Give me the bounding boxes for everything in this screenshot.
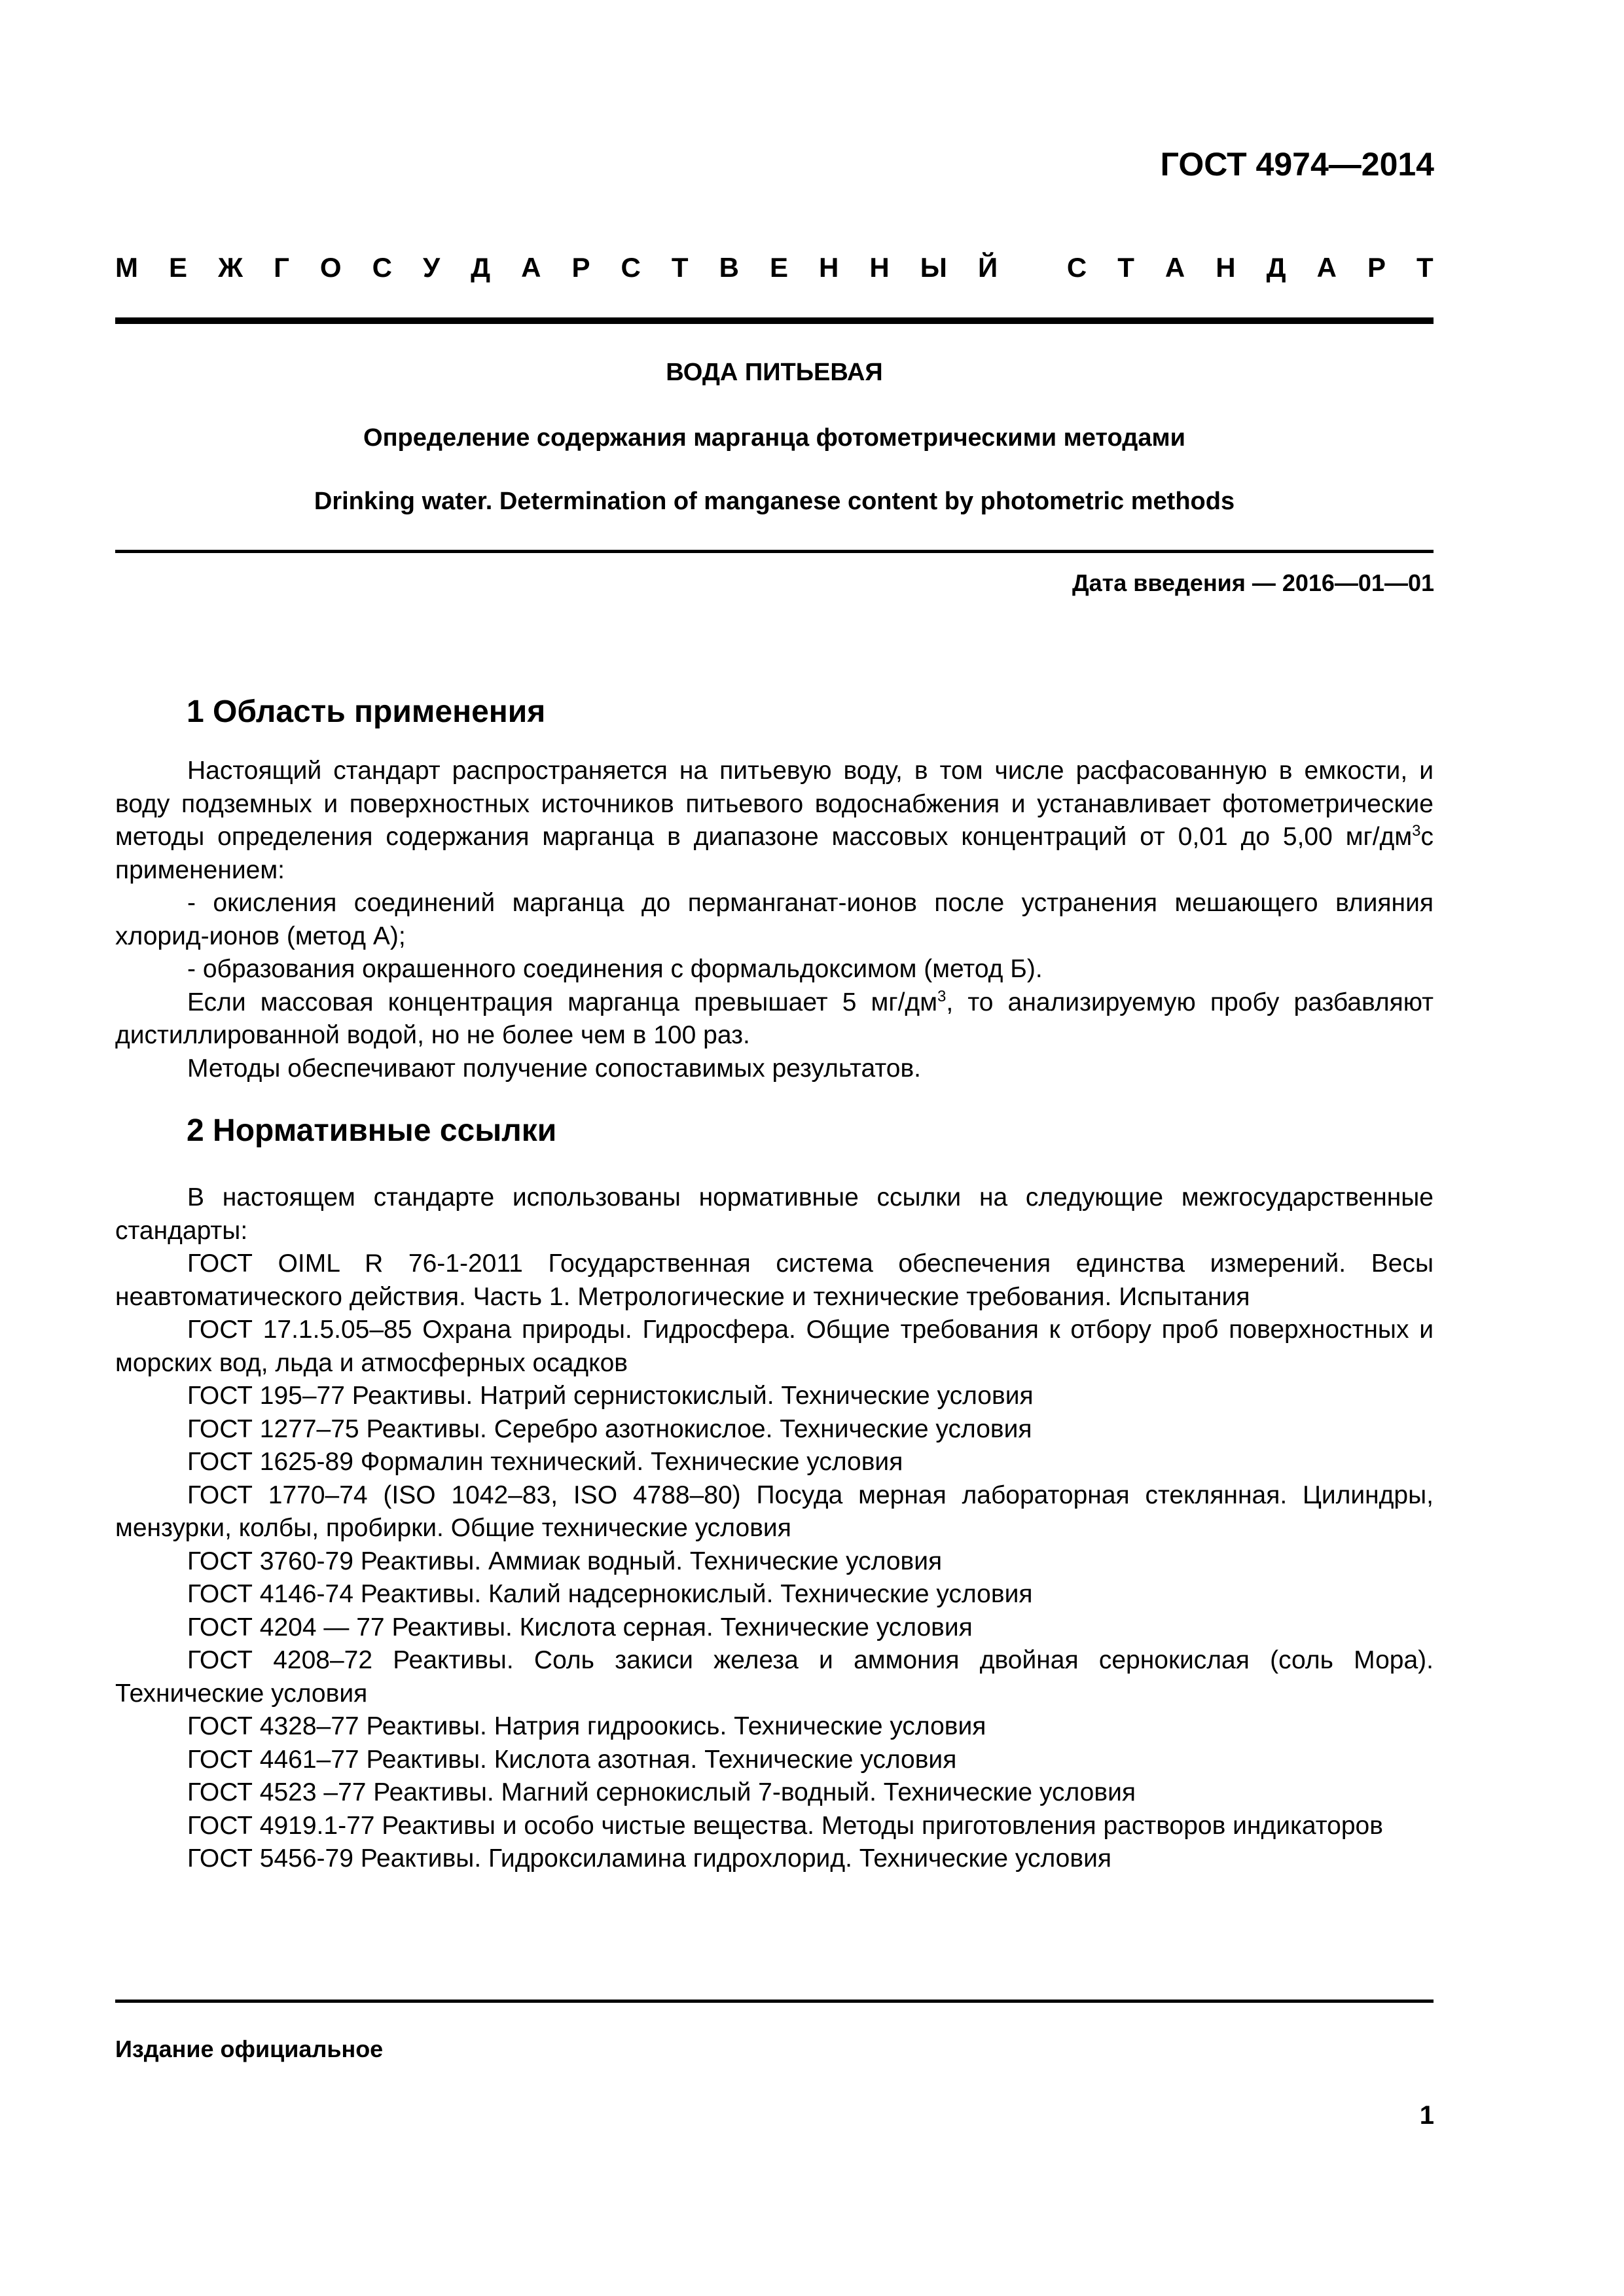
reference-item: ГОСТ OIML R 76-1-2011 Государственная система обеспечения единства измерений. Весы неавтоматического действия. Часть 1. Метрологические и технические требования. Испытания: [115, 1249, 1434, 1311]
banner-letter: Ы: [920, 252, 947, 283]
banner-word-gap: [1028, 252, 1036, 283]
banner-letter: С: [621, 252, 641, 283]
banner-letter: О: [319, 252, 342, 283]
banner-letter: Н: [1216, 252, 1236, 283]
section-2-intro: В настоящем стандарте использованы нормативные ссылки на следующие межгосударственные стандарты:: [115, 1183, 1434, 1245]
reference-item: ГОСТ 195–77 Реактивы. Натрий сернистокислый. Технические условия: [187, 1382, 1034, 1410]
section-1-paragraph: - образования окрашенного соединения с формальдоксимом (метод Б).: [187, 955, 1043, 983]
banner-letter: Д: [1266, 252, 1286, 283]
reference-item: ГОСТ 17.1.5.05–85 Охрана природы. Гидросфера. Общие требования к отбору проб поверхностных и морских вод, льда и атмосферных осадков: [115, 1316, 1434, 1377]
section-1-paragraph: Если массовая концентрация марганца превышает 5 $мг/дм^3$, то анализируемую пробу разбавляют дистиллированной водой, но не более чем в 100 раз.: [115, 987, 1434, 1049]
document-title: ВОДА ПИТЬЕВАЯ: [666, 359, 883, 386]
reference-item: ГОСТ 3760-79 Реактивы. Аммиак водный. Технические условия: [187, 1547, 943, 1575]
banner-letter: А: [521, 252, 541, 283]
reference-item: ГОСТ 4523 –77 Реактивы. Магний сернокислый 7-водный. Технические условия: [187, 1778, 1136, 1806]
banner-letter: Д: [471, 252, 491, 283]
banner-letter: Т: [1416, 252, 1434, 283]
banner-letter: Р: [571, 252, 590, 283]
banner-letter: В: [719, 252, 739, 283]
introduction-date: Дата введения — 2016—01—01: [1072, 569, 1434, 596]
banner-letter: Ж: [218, 252, 244, 283]
reference-item: ГОСТ 4204 — 77 Реактивы. Кислота серная. Технические условия: [187, 1613, 973, 1641]
document-subtitle-ru: Определение содержания марганца фотометрическими методами: [363, 424, 1185, 452]
reference-item: ГОСТ 4328–77 Реактивы. Натрия гидроокись. Технические условия: [187, 1712, 986, 1740]
section-1-paragraph: Методы обеспечивают получение сопоставимых результатов.: [187, 1054, 922, 1083]
reference-item: ГОСТ 4208–72 Реактивы. Соль закиси железа и аммония двойная сернокислая (соль Мора). Технические условия: [115, 1646, 1434, 1708]
interstate-standard-banner: [115, 252, 1434, 283]
reference-item: ГОСТ 5456-79 Реактивы. Гидроксиламина гидрохлорид. Технические условия: [187, 1844, 1111, 1873]
footer-rule: [115, 2000, 1434, 2003]
banner-letter: С: [372, 252, 392, 283]
banner-letter: А: [1316, 252, 1337, 283]
title-rule: [115, 550, 1434, 553]
banner-letter: Т: [671, 252, 689, 283]
reference-item: ГОСТ 1625-89 Формалин технический. Технические условия: [187, 1448, 903, 1476]
banner-letter: С: [1066, 252, 1087, 283]
document-number: ГОСТ 4974—2014: [1160, 146, 1434, 183]
banner-letter: Е: [769, 252, 788, 283]
reference-item: ГОСТ 4461–77 Реактивы. Кислота азотная. Технические условия: [187, 1745, 957, 1774]
reference-item: ГОСТ 4919.1-77 Реактивы и особо чистые вещества. Методы приготовления растворов индикаторов: [187, 1811, 1383, 1840]
section-1-paragraph: - окисления соединений марганца до перманганат-ионов после устранения мешающего влияния хлорид-ионов (метод А);: [115, 889, 1434, 950]
banner-letter: Й: [977, 252, 998, 283]
reference-item: ГОСТ 1770–74 (ISO 1042–83, ISO 4788–80) Посуда мерная лабораторная стеклянная. Цилиндры, мензурки, колбы, пробирки. Общие технические условия: [115, 1480, 1434, 1542]
banner-letter: Н: [869, 252, 890, 283]
reference-item: ГОСТ 1277–75 Реактивы. Серебро азотнокислое. Технические условия: [187, 1414, 1032, 1443]
banner-letter: Н: [819, 252, 839, 283]
banner-letter: Е: [169, 252, 188, 283]
page-number: 1: [1419, 2101, 1434, 2130]
section-1-paragraph: Настоящий стандарт распространяется на питьевую воду, в том числе расфасованную в емкости, и воду подземных и поверхностных источников питьевого водоснабжения и устанавливает фотометрические методы определения содержания марганца в диапазоне массовых концентраций от 0,01 до 5,00 $мг/дм^3с$ применением:: [115, 757, 1434, 884]
banner-letter: Т: [1117, 252, 1134, 283]
banner-letter: Г: [274, 252, 289, 283]
banner-letter: Р: [1367, 252, 1386, 283]
section-1-body: [115, 755, 1434, 1085]
official-edition-label: Издание официальное: [115, 2036, 384, 2062]
reference-item: ГОСТ 4146-74 Реактивы. Калий надсернокислый. Технические условия: [187, 1580, 1033, 1608]
banner-letter: У: [423, 252, 441, 283]
section-2-heading: 2 Нормативные ссылки: [187, 1113, 557, 1148]
banner-letter: А: [1164, 252, 1185, 283]
top-rule: [115, 317, 1434, 324]
section-2-body: [115, 1181, 1434, 1876]
banner-letter: М: [115, 252, 138, 283]
section-1-heading: 1 Область применения: [187, 694, 546, 729]
document-subtitle-en: Drinking water. Determination of manganese content by photometric methods: [314, 488, 1235, 515]
